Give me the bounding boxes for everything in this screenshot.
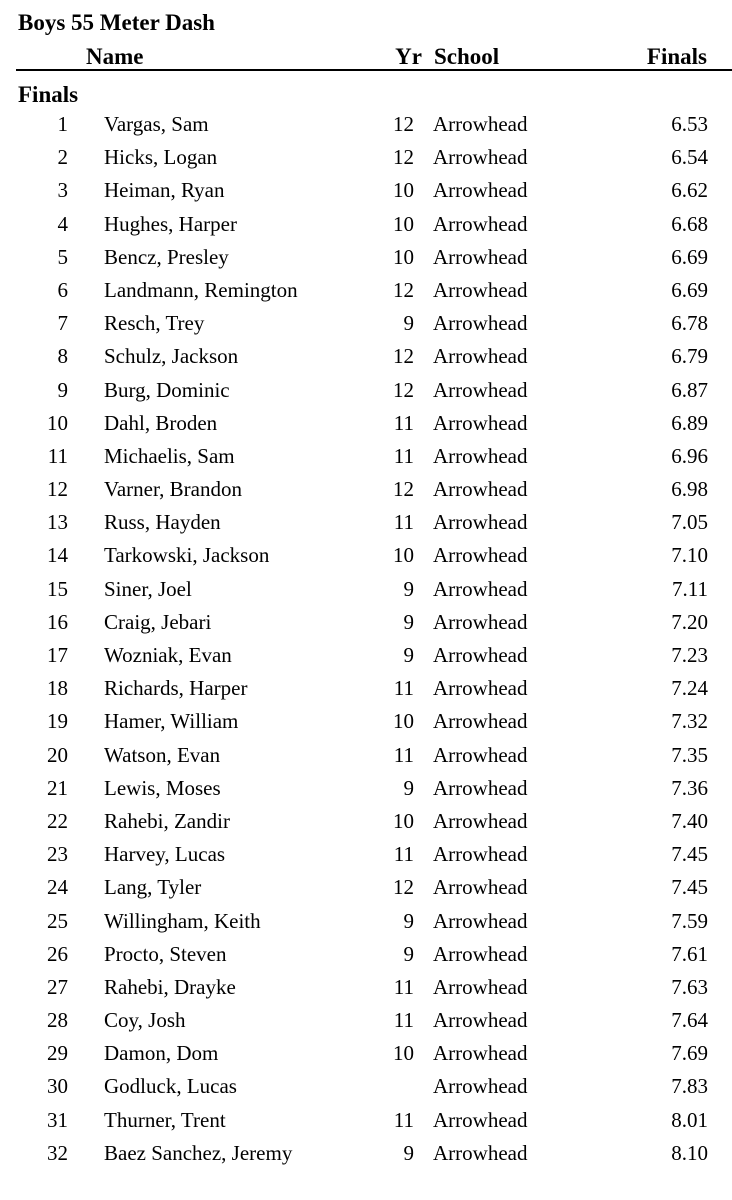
finals-mark-cell: 7.69 — [671, 1041, 708, 1066]
athlete-name-cell: Hamer, William — [104, 709, 239, 734]
finals-mark-cell: 7.05 — [671, 510, 708, 535]
school-cell: Arrowhead — [433, 676, 528, 701]
year-cell: 11 — [393, 842, 414, 867]
school-cell: Arrowhead — [433, 443, 528, 468]
finals-mark-cell: 7.20 — [671, 609, 708, 634]
result-row — [0, 1104, 732, 1137]
athlete-name-cell: Lang, Tyler — [104, 875, 202, 900]
year-cell: 11 — [393, 410, 414, 435]
school-cell: Arrowhead — [433, 709, 528, 734]
finals-mark-cell: 7.64 — [671, 1008, 708, 1033]
finals-mark-cell: 7.45 — [671, 842, 708, 867]
year-cell: 10 — [393, 808, 414, 833]
place-cell: 3 — [57, 178, 68, 203]
school-cell: Arrowhead — [433, 875, 528, 900]
school-cell: Arrowhead — [433, 377, 528, 402]
school-cell: Arrowhead — [433, 1074, 528, 1099]
result-row — [0, 838, 732, 871]
year-cell: 9 — [403, 609, 414, 634]
result-row — [0, 772, 732, 805]
place-cell: 2 — [57, 145, 68, 170]
finals-mark-cell: 6.54 — [671, 145, 708, 170]
finals-mark-cell: 6.87 — [671, 377, 708, 402]
result-row — [0, 274, 732, 307]
year-cell: 11 — [393, 974, 414, 999]
athlete-name-cell: Harvey, Lucas — [104, 842, 226, 867]
place-cell: 15 — [47, 576, 68, 601]
athlete-name-cell: Russ, Hayden — [104, 510, 221, 535]
school-cell: Arrowhead — [433, 941, 528, 966]
athlete-name-cell: Resch, Trey — [104, 311, 205, 336]
athlete-name-cell: Godluck, Lucas — [104, 1074, 237, 1099]
place-cell: 11 — [47, 443, 68, 468]
finals-mark-cell: 7.63 — [671, 974, 708, 999]
athlete-name-cell: Procto, Steven — [104, 941, 227, 966]
school-cell: Arrowhead — [433, 643, 528, 667]
school-cell: Arrowhead — [433, 145, 528, 170]
place-cell: 23 — [47, 842, 68, 867]
event-title: Boys 55 Meter Dash — [18, 10, 215, 35]
school-cell: Arrowhead — [433, 344, 528, 369]
school-cell: Arrowhead — [433, 178, 528, 203]
finals-mark-cell: 6.96 — [671, 443, 708, 468]
place-cell: 18 — [47, 676, 68, 701]
finals-mark-cell: 7.35 — [671, 742, 708, 767]
school-cell: Arrowhead — [433, 1041, 528, 1066]
year-cell: 9 — [403, 1140, 414, 1165]
year-cell: 11 — [393, 443, 414, 468]
year-cell: 12 — [393, 875, 414, 900]
place-cell: 10 — [47, 410, 68, 435]
result-row — [0, 539, 732, 572]
result-row — [0, 1070, 732, 1103]
column-header-school: School — [434, 44, 500, 69]
school-cell: Arrowhead — [433, 510, 528, 535]
place-cell: 26 — [47, 941, 68, 966]
place-cell: 8 — [57, 344, 68, 369]
school-cell: Arrowhead — [433, 1140, 528, 1165]
athlete-name-cell: Lewis, Moses — [104, 775, 221, 800]
year-cell: 9 — [403, 941, 414, 966]
place-cell: 5 — [57, 244, 68, 269]
school-cell: Arrowhead — [433, 211, 528, 236]
athlete-name-cell: Varner, Brandon — [104, 477, 242, 502]
year-cell: 9 — [403, 908, 414, 933]
finals-mark-cell: 7.11 — [672, 576, 708, 601]
finals-mark-cell: 7.45 — [671, 875, 708, 900]
finals-mark-cell: 7.61 — [671, 941, 708, 966]
place-cell: 32 — [47, 1140, 68, 1165]
result-row — [0, 506, 732, 539]
finals-mark-cell: 8.10 — [671, 1140, 708, 1165]
finals-mark-cell: 6.89 — [671, 410, 708, 435]
year-cell: 10 — [393, 211, 414, 236]
result-row — [0, 374, 732, 407]
athlete-name-cell: Coy, Josh — [104, 1008, 186, 1033]
finals-mark-cell: 7.83 — [671, 1074, 708, 1099]
athlete-name-cell: Dahl, Broden — [104, 410, 218, 435]
finals-mark-cell: 6.98 — [671, 477, 708, 502]
year-cell: 12 — [393, 344, 414, 369]
place-cell: 21 — [47, 775, 68, 800]
year-cell: 10 — [393, 709, 414, 734]
result-row — [0, 407, 732, 440]
year-cell: 10 — [393, 543, 414, 568]
school-cell: Arrowhead — [433, 742, 528, 767]
section-label: Finals — [18, 82, 79, 107]
finals-mark-cell: 7.23 — [671, 643, 708, 667]
result-row — [0, 672, 732, 705]
year-cell: 10 — [393, 1041, 414, 1066]
athlete-name-cell: Heiman, Ryan — [104, 178, 225, 203]
result-row — [0, 1037, 732, 1070]
results-table — [0, 108, 732, 1170]
finals-mark-cell: 7.59 — [671, 908, 708, 933]
place-cell: 17 — [47, 643, 68, 667]
result-row — [0, 871, 732, 904]
school-cell: Arrowhead — [433, 410, 528, 435]
result-row — [0, 705, 732, 738]
result-row — [0, 573, 732, 606]
athlete-name-cell: Hughes, Harper — [104, 211, 237, 236]
school-cell: Arrowhead — [433, 543, 528, 568]
athlete-name-cell: Michaelis, Sam — [104, 443, 235, 468]
school-cell: Arrowhead — [433, 908, 528, 933]
result-row — [0, 971, 732, 1004]
finals-mark-cell: 7.24 — [671, 676, 708, 701]
year-cell: 12 — [393, 477, 414, 502]
year-cell: 11 — [393, 676, 414, 701]
year-cell: 12 — [393, 277, 414, 302]
place-cell: 14 — [47, 543, 68, 568]
year-cell: 10 — [393, 178, 414, 203]
athlete-name-cell: Hicks, Logan — [104, 145, 218, 170]
athlete-name-cell: Tarkowski, Jackson — [104, 543, 270, 568]
athlete-name-cell: Baez Sanchez, Jeremy — [104, 1140, 293, 1165]
place-cell: 12 — [47, 477, 68, 502]
athlete-name-cell: Rahebi, Drayke — [104, 974, 236, 999]
school-cell: Arrowhead — [433, 1107, 528, 1132]
result-row — [0, 241, 732, 274]
year-cell: 12 — [393, 377, 414, 402]
athlete-name-cell: Bencz, Presley — [104, 244, 229, 269]
place-cell: 13 — [47, 510, 68, 535]
place-cell: 22 — [47, 808, 68, 833]
year-cell: 11 — [393, 1008, 414, 1033]
place-cell: 6 — [57, 277, 68, 302]
school-cell: Arrowhead — [433, 244, 528, 269]
result-row — [0, 739, 732, 772]
place-cell: 16 — [47, 609, 68, 634]
column-header-finals: Finals — [646, 44, 707, 69]
place-cell: 4 — [57, 211, 68, 236]
place-cell: 27 — [47, 974, 68, 999]
result-row — [0, 208, 732, 241]
athlete-name-cell: Damon, Dom — [104, 1041, 219, 1066]
column-header-yr: Yr — [395, 44, 422, 69]
result-row — [0, 606, 732, 639]
school-cell: Arrowhead — [433, 112, 528, 136]
school-cell: Arrowhead — [433, 277, 528, 302]
finals-mark-cell: 7.32 — [671, 709, 708, 734]
place-cell: 25 — [47, 908, 68, 933]
year-cell: 9 — [403, 576, 414, 601]
finals-mark-cell: 6.62 — [671, 178, 708, 203]
year-cell: 12 — [393, 112, 414, 136]
athlete-name-cell: Richards, Harper — [104, 676, 248, 701]
finals-mark-cell: 8.01 — [671, 1107, 708, 1132]
place-cell: 9 — [57, 377, 68, 402]
athlete-name-cell: Watson, Evan — [104, 742, 221, 767]
year-cell: 11 — [393, 742, 414, 767]
result-row — [0, 307, 732, 340]
result-row — [0, 340, 732, 373]
finals-mark-cell: 7.36 — [671, 775, 708, 800]
athlete-name-cell: Willingham, Keith — [104, 908, 261, 933]
result-row — [0, 1004, 732, 1037]
place-cell: 7 — [57, 311, 68, 336]
finals-mark-cell: 6.78 — [671, 311, 708, 336]
athlete-name-cell: Wozniak, Evan — [104, 643, 232, 667]
year-cell: 11 — [393, 1107, 414, 1132]
school-cell: Arrowhead — [433, 576, 528, 601]
athlete-name-cell: Landmann, Remington — [104, 277, 298, 302]
result-row — [0, 440, 732, 473]
finals-mark-cell: 6.69 — [671, 244, 708, 269]
result-row — [0, 938, 732, 971]
result-row — [0, 174, 732, 207]
year-cell: 9 — [403, 311, 414, 336]
school-cell: Arrowhead — [433, 842, 528, 867]
place-cell: 20 — [47, 742, 68, 767]
school-cell: Arrowhead — [433, 974, 528, 999]
year-cell: 12 — [393, 145, 414, 170]
place-cell: 31 — [47, 1107, 68, 1132]
school-cell: Arrowhead — [433, 808, 528, 833]
school-cell: Arrowhead — [433, 477, 528, 502]
place-cell: 19 — [47, 709, 68, 734]
finals-mark-cell: 6.79 — [671, 344, 708, 369]
year-cell: 11 — [393, 510, 414, 535]
column-header-name: Name — [86, 44, 144, 69]
year-cell: 10 — [393, 244, 414, 269]
result-row — [0, 805, 732, 838]
athlete-name-cell: Siner, Joel — [104, 576, 192, 601]
finals-mark-cell: 6.69 — [671, 277, 708, 302]
place-cell: 29 — [47, 1041, 68, 1066]
header-divider — [16, 69, 732, 71]
finals-mark-cell: 7.10 — [671, 543, 708, 568]
school-cell: Arrowhead — [433, 1008, 528, 1033]
school-cell: Arrowhead — [433, 775, 528, 800]
athlete-name-cell: Rahebi, Zandir — [104, 808, 230, 833]
athlete-name-cell: Vargas, Sam — [104, 112, 209, 136]
finals-mark-cell: 6.68 — [671, 211, 708, 236]
athlete-name-cell: Craig, Jebari — [104, 609, 212, 634]
result-row — [0, 1137, 732, 1170]
athlete-name-cell: Burg, Dominic — [104, 377, 230, 402]
finals-mark-cell: 6.53 — [671, 112, 708, 136]
place-cell: 1 — [57, 112, 68, 136]
athlete-name-cell: Schulz, Jackson — [104, 344, 239, 369]
finals-mark-cell: 7.40 — [671, 808, 708, 833]
place-cell: 30 — [47, 1074, 68, 1099]
result-row — [0, 141, 732, 174]
result-row — [0, 639, 732, 672]
place-cell: 28 — [47, 1008, 68, 1033]
school-cell: Arrowhead — [433, 609, 528, 634]
place-cell: 24 — [47, 875, 68, 900]
result-row — [0, 473, 732, 506]
year-cell: 9 — [403, 643, 414, 667]
result-row — [0, 905, 732, 938]
school-cell: Arrowhead — [433, 311, 528, 336]
athlete-name-cell: Thurner, Trent — [104, 1107, 226, 1132]
result-row — [0, 108, 732, 141]
year-cell: 9 — [403, 775, 414, 800]
